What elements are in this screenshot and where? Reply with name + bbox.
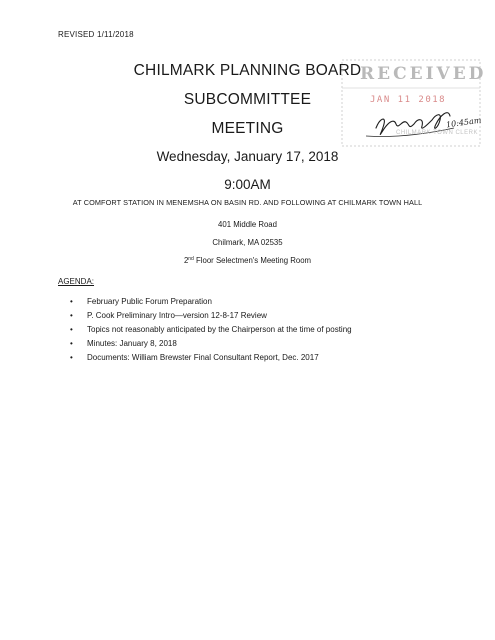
subcommittee-title: SUBCOMMITTEE bbox=[183, 91, 312, 108]
address-city: Chilmark, MA 02535 bbox=[212, 238, 283, 247]
stamp-date: JAN 11 2018 bbox=[370, 95, 447, 105]
agenda-item bbox=[58, 352, 352, 366]
meeting-location: AT COMFORT STATION IN MENEMSHA ON BASIN RD. AND FOLLOWING AT CHILMARK TOWN HALL bbox=[72, 198, 423, 207]
agenda-item-text: Documents: William Brewster Final Consultant Report, Dec. 2017 bbox=[87, 353, 319, 362]
agenda-item bbox=[58, 324, 352, 338]
meeting-date: Wednesday, January 17, 2018 bbox=[156, 149, 339, 164]
meeting-title: MEETING bbox=[211, 120, 284, 137]
agenda-item-text: February Public Forum Preparation bbox=[87, 297, 212, 306]
agenda-item bbox=[58, 296, 352, 310]
room-name: Floor Selectmen's Meeting Room bbox=[193, 256, 312, 265]
meeting-time: 9:00AM bbox=[224, 177, 271, 192]
bullet-icon: • bbox=[70, 325, 73, 334]
agenda-item bbox=[58, 310, 352, 324]
agenda-item bbox=[58, 338, 352, 352]
revised-date: REVISED 1/11/2018 bbox=[58, 30, 134, 39]
agenda-item-text: P. Cook Preliminary Intro—version 12-8-17 Review bbox=[87, 311, 267, 320]
bullet-icon: • bbox=[70, 353, 73, 362]
agenda-heading: AGENDA: bbox=[58, 277, 95, 286]
address-street: 401 Middle Road bbox=[218, 220, 277, 229]
received-stamp bbox=[336, 58, 486, 150]
stamp-received-text: RECEIVED bbox=[360, 64, 487, 84]
agenda-list bbox=[58, 296, 352, 366]
board-title: CHILMARK PLANNING BOARD bbox=[133, 62, 362, 79]
room-ordinal: 2 bbox=[183, 256, 189, 265]
stamp-clerk: CHILMARK TOWN CLERK bbox=[396, 130, 478, 136]
bullet-icon: • bbox=[70, 311, 73, 320]
bullet-icon: • bbox=[70, 297, 73, 306]
handwritten-time: 10:45am bbox=[445, 115, 482, 130]
agenda-item-text: Topics not reasonably anticipated by the Chairperson at the time of posting bbox=[87, 325, 352, 334]
agenda-item-text: Minutes: January 8, 2018 bbox=[87, 339, 177, 348]
bullet-icon: • bbox=[70, 339, 73, 348]
room-ordinal-suffix: nd bbox=[188, 256, 194, 262]
meeting-room bbox=[0, 256, 495, 265]
